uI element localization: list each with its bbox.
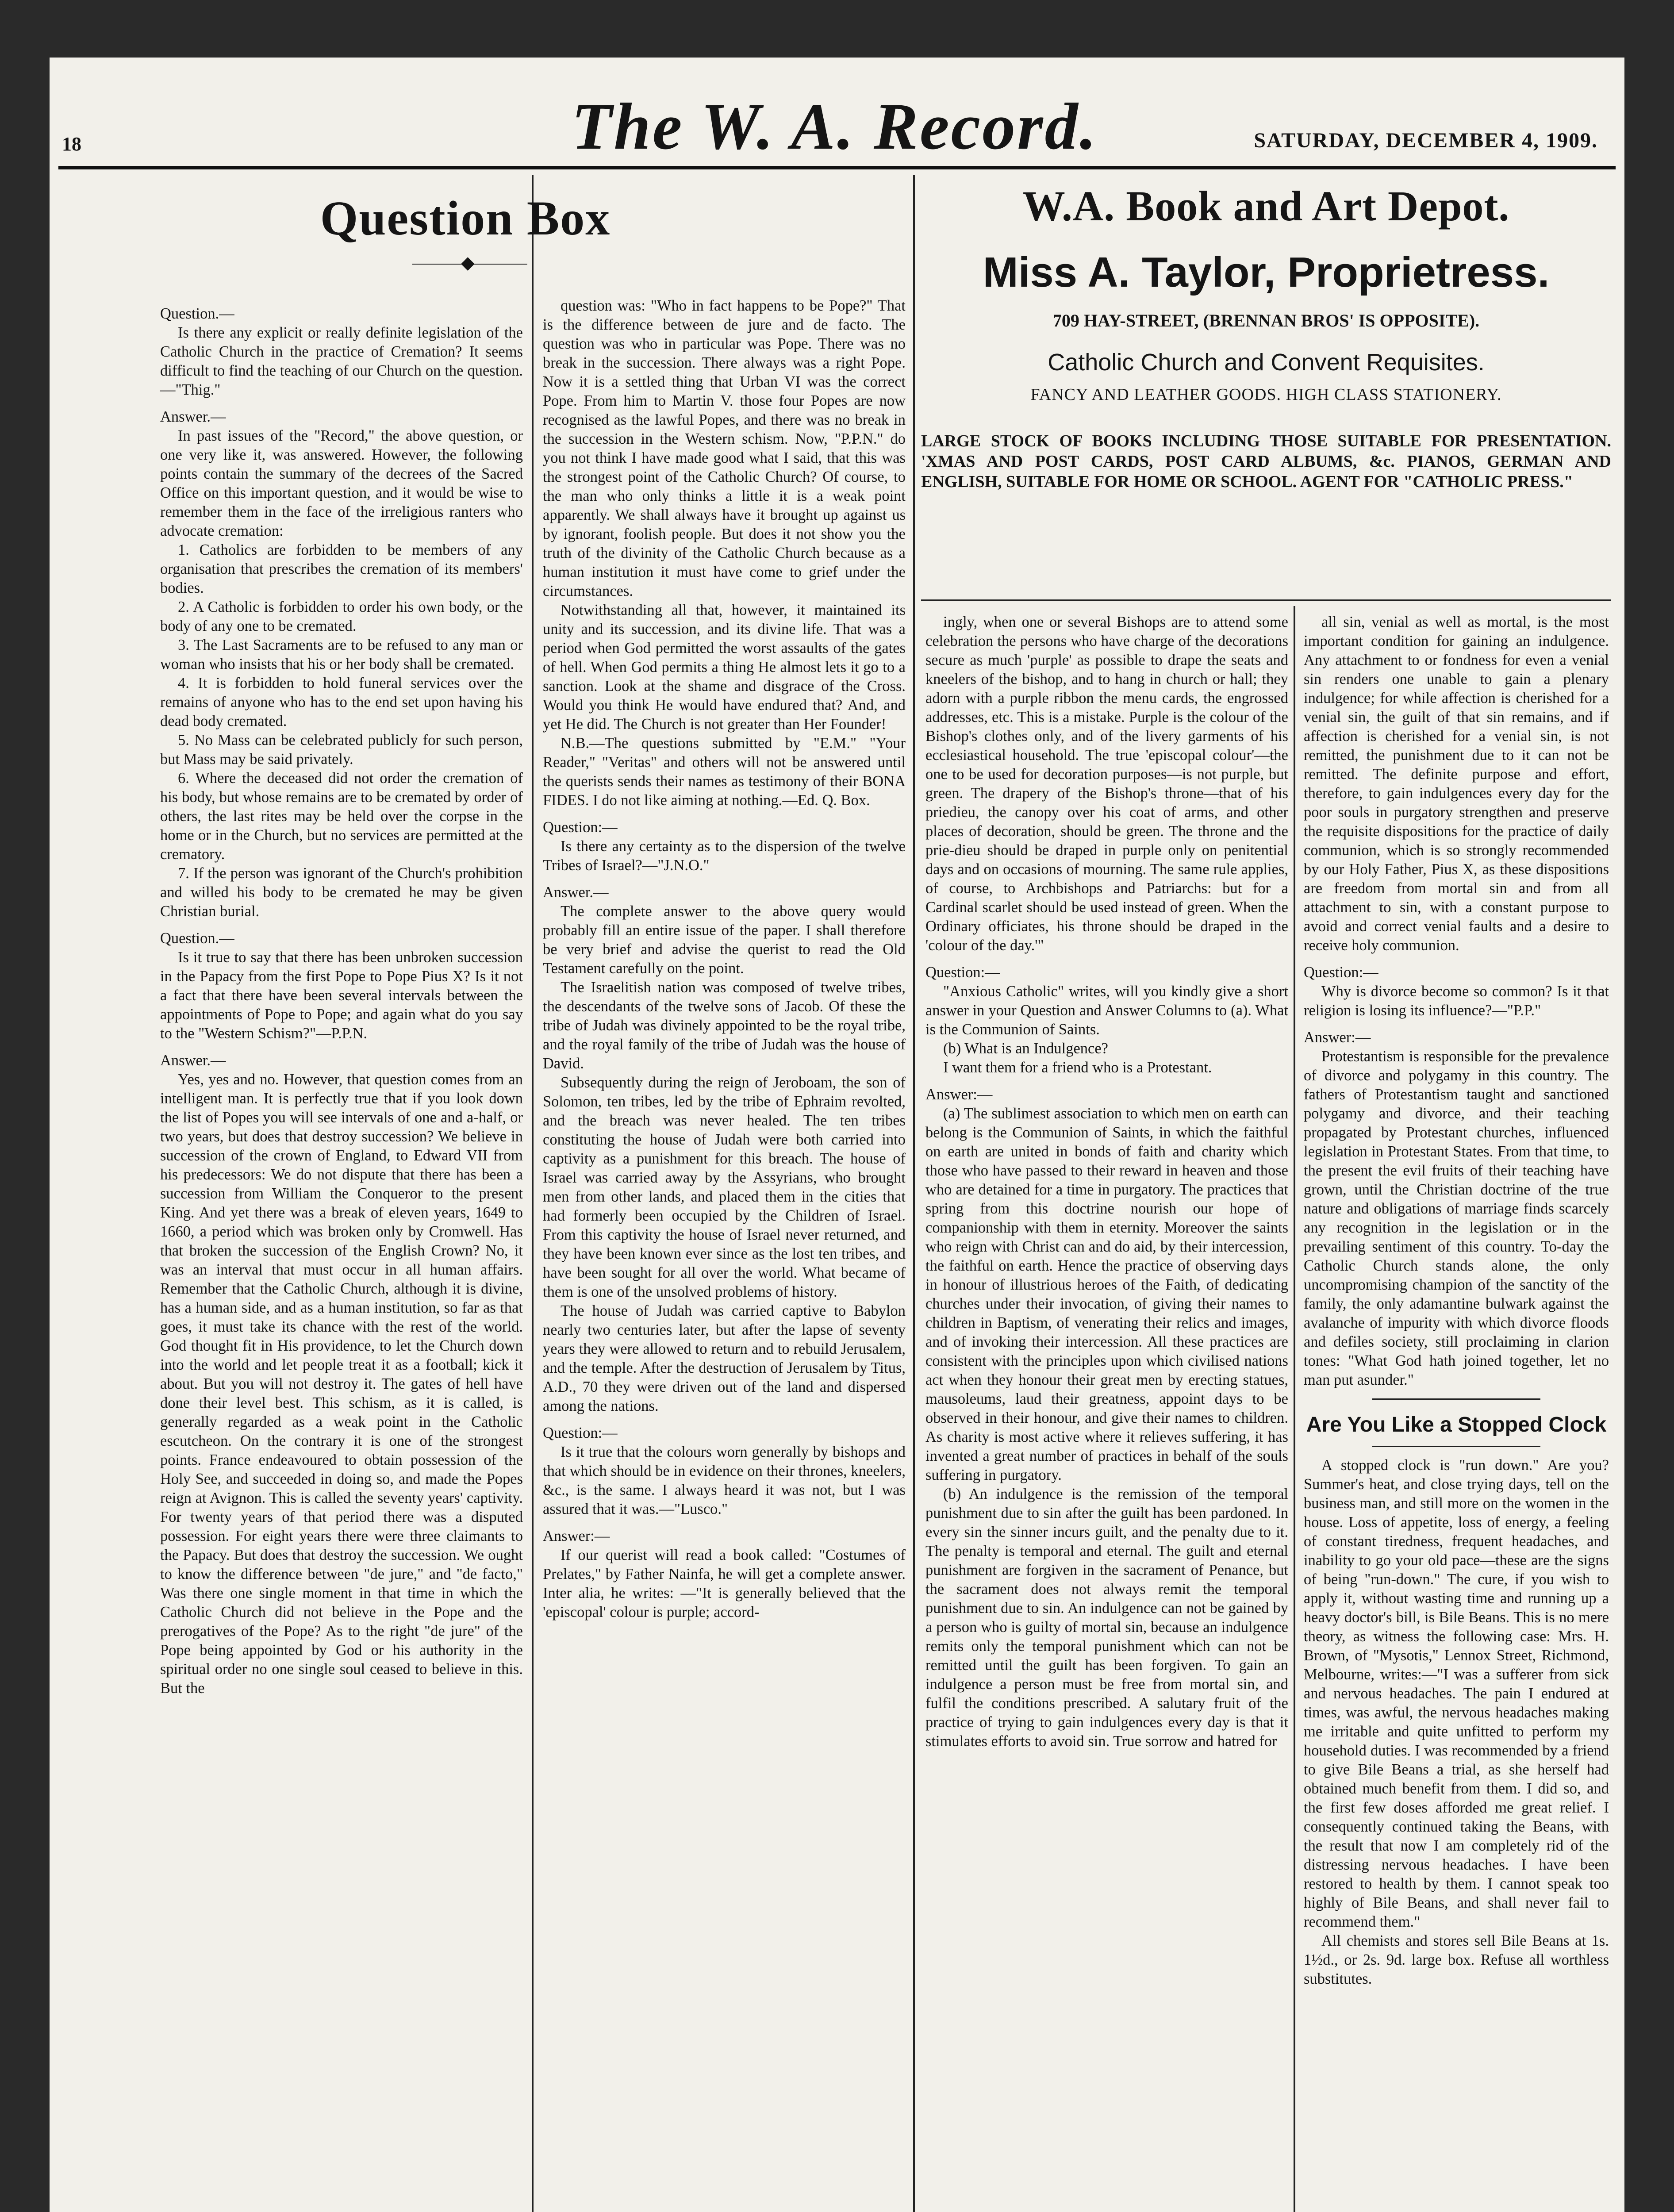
ornament-divider [412,262,527,266]
paragraph: ingly, when one or several Bishops are to attend some celebration the persons who have charge of the decorations secure as much 'purple' as possible to drape the seats and kneelers of the bishop, and to hang in church or hall; they adorn with a purple ribbon the menu cards, the engrossed addresses, etc. This is a mistake. Purple is the colour of the Bishop's clothes only, and of the livery garments of his ecclesiastical household. The true 'episcopal colour'—the one to be used for decoration purposes—is not purple, but green. The drapery of the Bishop's throne—that of his priedieu, the canopy over his coat of arms, and other places of decoration, should be green. The throne and the prie-dieu should be draped in purple only on penitential days and on occasions of mourning. The same rule applies, of course, to Archbishops and Patriarchs: but for a Cardinal scarlet should be used instead of green. When the Ordinary officiates, his throne should be draped in the 'colour of the day.'" [925,614,1288,954]
paragraph: 5. No Mass can be celebrated publicly for such person, but Mass may be said privately. [160,732,523,768]
question-box-column-4 [1304,613,1609,1989]
paragraph: "Anxious Catholic" writes, will you kindly give a short answer in your Question and Answer Columns to (a). What is the Communion of Saints. [925,983,1288,1038]
advert-requisites: Catholic Church and Convent Requisites. [1048,349,1485,376]
paragraph: Yes, yes and no. However, that question comes from an intelligent man. It is perfectly true that if you look down the list of Popes you will see intervals of one and a-half, or two years, but does that destroy succession? We believe in succession of the crown of England, to Edward VII from his predecessors: We do not dispute that there has been a succession from William the Conqueror to the present King. And yet there was a break of eleven years, 1649 to 1660, a period which was broken only by Cromwell. Has that broken the succession of the English Crown? No, it was an interval that must occur in all human affairs. Remember that the Catholic Church, although it is divine, has a human side, and as a human institution, so far as that goes, it must take its chance with the rest of the world. God thought fit in His providence, to let the Church down into the world and let people treat it as a football; kick it about. But you will not destroy it. The gates of hell have done their level best. This schism, as it is called, is generally regarded as a weak point in the Catholic escutcheon. On the contrary it is one of the strongest points. France endeavoured to obtain possession of the Holy See, and succeeded in doing so, and made the Popes reign at Avignon. This is called the seventy years' captivity. For twenty years of that period there was a disputed possession. For eight years there were three claimants to the Papacy. But does that destroy the succession. We ought to know the difference between "de jure," and "de facto," Was there one single moment in that time in which the Catholic Church did not believe in the Pope and the prerogatives of the Pope? As to the right "de jure" of the Pope being appointed by God or his authority in the spiritual order no one single soul ceased to believe in this. But the [160,1071,523,1697]
column-rule-3 [1294,606,1295,2212]
qa-label: Answer.— [160,408,226,425]
paragraph: Is there any explicit or really definite legislation of the Catholic Church in the practice of Cremation? It seems difficult to find the teaching of our Church on the question.—"Thig." [160,324,523,398]
paragraph: A stopped clock is "run down." Are you? Summer's heat, and close trying days, tell on the business man, and still more on the women in the house. Loss of appetite, loss of energy, a feeling of constant tiredness, frequent headaches, and inability to go your old pace—these are the signs of being "run-down." The cure, if you wish to apply it, without wasting time and running up a heavy doctor's bill, is Bile Beans. This is no mere theory, as witness the following case: Mrs. H. Brown, of "Mysotis," Lennox Street, Richmond, Melbourne, writes:—"I was a sufferer from sick and nervous headaches. The pain I endured at times, was awful, the nervous headaches making me irritable and quite unfitted to perform my household duties. I was recommended by a friend to give Bile Beans a trial, as she herself had obtained much benefit from them. I did so, and the first few doses afforded me great relief. I consequently continued taking the Beans, with the result that now I am completely rid of the distressing nervous headaches. I have been restored to health by them. I cannot speak too highly of Bile Beans, and shall never fail to recommend them." [1304,1457,1609,1930]
advert-proprietress: Miss A. Taylor, Proprietress. [983,249,1550,296]
column-4-text [1304,613,1609,1390]
qa-label: Question.— [160,930,234,947]
qa-label: Question.— [160,305,234,322]
qa-label: Answer:— [543,1528,610,1544]
qa-label: Question:— [543,819,618,836]
advert-rule [921,599,1611,601]
qa-label: Question:— [925,964,1000,981]
paragraph: I want them for a friend who is a Protestant. [943,1059,1212,1076]
advert-address: 709 HAY-STREET, (BRENNAN BROS' IS OPPOSITE). [1052,311,1480,330]
question-box-heading: Question Box [320,191,611,245]
paragraph: Subsequently during the reign of Jeroboam, the son of Solomon, ten tribes, led by the tribe of Ephraim revolted, and the breach was never healed. The ten tribes constituting the house of Judah were both carried into captivity as a punishment for this breach. The house of Israel was carried away by the Assyrians, who brought men from other lands, and placed them in the cities that had formerly been occupied by the Children of Israel. From this captivity the house of Israel never returned, and they have been known ever since as the lost ten tribes, and have been sought for all over the world. What became of them is one of the unsolved problems of history. [543,1074,906,1300]
question-box-column-1 [160,296,523,1698]
paragraph: N.B.—The questions submitted by "E.M." "Your Reader," "Veritas" and others will not be answered until the querists sends their names as testimony of their BONA FIDES. I do not like aiming at nothing.—Ed. Q. Box. [543,735,906,809]
paragraph: The complete answer to the above query would probably fill an entire issue of the paper. I shall therefore be very brief and advise the querist to read the Old Testament carefully on the point. [543,903,906,977]
paragraph: All chemists and stores sell Bile Beans at 1s. 1½d., or 2s. 9d. large box. Refuse all worthless substitutes. [1304,1932,1609,1987]
qa-label: Answer.— [543,884,609,901]
column-rule-2 [913,175,915,2212]
book-depot-advert [921,181,1611,597]
column-rule-1 [532,175,534,2212]
question-box-column-2 [543,296,906,1622]
paragraph: Is it true that the colours worn generally by bishops and that which should be in evidence on their thrones, kneelers, &c., is the same. I always heard it was not, but I was assured that it was.—"Lusco." [543,1444,906,1517]
paragraph: Notwithstanding all that, however, it maintained its unity and its succession, and its divine life. That was a period when God permitted the worst assaults of the gates of hell. When God permits a thing He almost lets it go to a sanction. Look at the shame and disgrace of the Cross. Would you think He would have endured that? And, and yet He did. The Church is not greater than Her Founder! [543,602,906,733]
paragraph: 3. The Last Sacraments are to be refused to any man or woman who insists that his or her body shall be cremated. [160,637,523,672]
paragraph: In past issues of the "Record," the above question, or one very like it, was answered. However, the following points contain the summary of the decrees of the Sacred Office on this important question, and it would be wise to remember them in the face of the irreligious ranters who advocate cremation: [160,427,523,539]
paragraph: question was: "Who in fact happens to be Pope?" That is the difference between de jure and de facto. The question was who in particular was Pope. There was no break in the succession. There always was a right Pope. Now it is a settled thing that Urban VI was the correct Pope. From him to Martin V. those four Popes are now recognised as the lawful Popes, and there was no break in the succession in the Western schism. Now, "P.P.N." do you not think I have made good what I said, that this was the strongest point of the Catholic Church? Of course, to the man who only thinks a little it is a weak point apparently. We shall always have it brought up against us by ignorant, foolish people. But does it not show you the truth of the divinity of the Catholic Church because as a human institution it must have come to grief under the circumstances. [543,297,906,599]
qa-label: Answer:— [1304,1029,1371,1046]
newspaper-page [50,58,1624,2212]
bile-beans-heading: Are You Like a Stopped Clock [1306,1413,1607,1436]
paragraph: (a) The sublimest association to which men on earth can belong is the Communion of Saints, in which the faithful on earth are united in bonds of faith and charity which those who have passed to their reward in heaven and those who are detained for a time in purgatory. The practices that spring from this doctrine nourish our hope of companionship with them in eternity. Moreover the saints who reign with Christ can and do aid, by their intercession, the faithful on earth. Hence the practice of observing days in honour of illustrious heroes of the Faith, of dedicating churches under their invocation, of giving their names to children in Baptism, of venerating their relics and images, and of invoking their intercession. All these practices are consistent with the principles upon which civilised nations act when they honour their great men by erecting statues, mausoleums, laud their greatness, appoint days to be observed in their honour, and give their names to children. As charity is most active where it relieves suffering, it has invented a great number of practices in behalf of the souls suffering in purgatory. [925,1105,1288,1483]
paragraph: (b) What is an Indulgence? [943,1040,1108,1057]
qa-label: Answer.— [160,1052,226,1069]
paragraph: Why is divorce become so common? Is it that religion is losing its influence?—"P.P." [1304,983,1609,1019]
paragraph: 4. It is forbidden to hold funeral services over the remains of anyone who has to the end set upon having his dead body cremated. [160,675,523,730]
paragraph: If our querist will read a book called: "Costumes of Prelates," by Father Nainfa, he will get a complete answer. Inter alia, he writes: —"It is generally believed that the 'episcopal' colour is purple; accord- [543,1547,906,1621]
paragraph: Protestantism is responsible for the prevalence of divorce and polygamy in this country. The fathers of Protestantism taught and sanctioned polygamy and divorce, and their teaching propagated by Protestant churches, influenced legislation in Protestant States. From that time, to the present the evil fruits of their teaching have grown, until the Christian doctrine of the true nature and obligations of marriage finds scarcely any recognition in the legislation or in the prevailing sentiment of this country. To-day the Catholic Church stands alone, the only uncompromising champion of the sanctity of the family, the only adamantine bulwark against the avalanche of impurity with which divorce floods and defiles society, still proclaiming in clarion tones: "What God hath joined together, let no man put asunder." [1304,1048,1609,1388]
masthead-rule [58,166,1616,169]
advert-stock: LARGE STOCK OF BOOKS INCLUDING THOSE SUITABLE FOR PRESENTATION. 'XMAS AND POST CARDS, POST CARD ALBUMS, &c. PIANOS, GERMAN AND ENGLISH, SUITABLE FOR HOME OR SCHOOL. AGENT FOR "CATHOLIC PRESS." [921,432,1611,491]
paragraph: 2. A Catholic is forbidden to order his own body, or the body of any one to be cremated. [160,599,523,634]
paragraph: Is there any certainty as to the dispersion of the twelve Tribes of Israel?—"J.N.O." [543,838,906,874]
paragraph: 1. Catholics are forbidden to be members of any organisation that prescribes the cremation of its members' bodies. [160,541,523,596]
paragraph: all sin, venial as well as mortal, is the most important condition for gaining an indulgence. Any attachment to or fondness for even a venial sin renders one unable to gain a plenary indulgence; for while affection is cherished for a venial sin, the guilt of that sin remains, and if affection is cherished for a venial sin, is not remitted, the punishment due to it can not be remitted. The definite purpose and effort, therefore, to gain indulgences every day for the poor souls in purgatory strengthen and preserve the requisite dispositions for the practice of daily communion, which is so strongly recommended by our Holy Father, Pius X, as these dispositions are freedom from mortal sin and from all attachment to sin, with a constant purpose to avoid and correct venial faults and a desire to receive holy communion. [1304,614,1609,954]
masthead [50,58,1624,164]
paragraph: 6. Where the deceased did not order the cremation of his body, but whose remains are to be cremated by order of others, the last rites may be held over the corpse in the home or in the Church, but no services are permitted at the crematory. [160,770,523,863]
paragraph: The Israelitish nation was composed of twelve tribes, the descendants of the twelve sons of Jacob. Of these the tribe of Judah was divinely appointed to be the royal tribe, and the royal family of the tribe of Judah was the house of David. [543,979,906,1072]
newspaper-title: The W. A. Record. [571,90,1098,163]
advert-goods: FANCY AND LEATHER GOODS. HIGH CLASS STATIONERY. [1030,385,1502,404]
paragraph: Is it true to say that there has been unbroken succession in the Papacy from the first Pope to Pope Pius X? Is it not a fact that there have been several intervals between the appointments of Pope to Pope; and again what do you say to the "Western Schism?"—P.P.N. [160,949,523,1042]
section-divider [1372,1398,1540,1400]
paragraph: The house of Judah was carried captive to Babylon nearly two centuries later, but after the lapse of seventy years they were allowed to return and to rebuild Jerusalem, and the temple. After the destruction of Jerusalem by Titus, A.D., 70 they were driven out of the land and dispersed among the nations. [543,1302,906,1414]
advert-title: W.A. Book and Art Depot. [1022,182,1510,230]
issue-date: SATURDAY, DECEMBER 4, 1909. [1254,129,1598,152]
paragraph: 7. If the person was ignorant of the Church's prohibition and willed his body to be cremated he may be given Christian burial. [160,865,523,920]
bile-beans-text [1304,1456,1609,1989]
paragraph: (b) An indulgence is the remission of the temporal punishment due to sin after the guilt has been pardoned. In every sin the sinner incurs guilt, and the penalty due to it. The penalty is temporal and eternal. The guilt and eternal punishment are forgiven in the sacrament of Penance, but the sacrament does not always remit the temporal punishment due to sin. An indulgence can not be gained by a person who is guilty of mortal sin, because an indulgence remits only the temporal punishment which can not be remitted until the guilt has been forgiven. To gain an indulgence a person must be free from mortal sin, and fulfil the conditions prescribed. A salutary fruit of the practice of trying to gain indulgences every day is that it stimulates efforts to avoid sin. True sorrow and hatred for [925,1486,1288,1750]
section-divider [1372,1446,1540,1447]
page-number: 18 [62,133,81,155]
qa-label: Question:— [1304,964,1378,981]
question-box-column-3 [925,613,1288,1751]
qa-label: Answer:— [925,1086,993,1103]
qa-label: Question:— [543,1425,618,1441]
